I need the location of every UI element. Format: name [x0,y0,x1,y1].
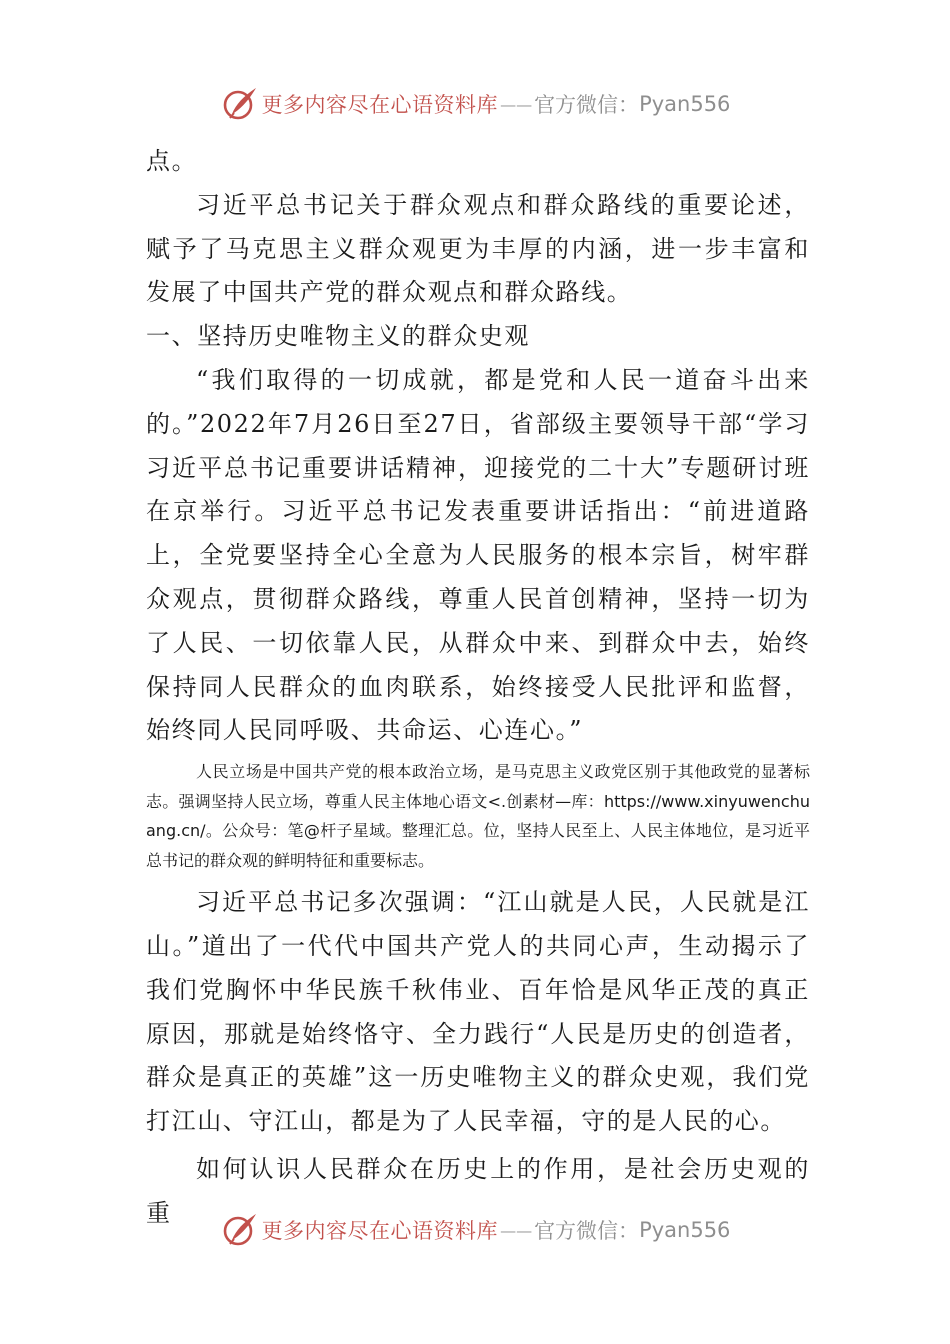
paragraph-quote: “我们取得的一切成就，都是党和人民一道奋斗出来的。”2022年7月26日至27日，省部级主要领导干部“学习习近平总书记重要讲话精神，迎接党的二十大”专题研讨班在京举行。习近平总书记发表重要讲话指出：“前进道路上，全党要坚持全心全意为人民服务的根本宗旨，树牢群众观点，贯彻群众路线，尊重人民首创精神，坚持一切为了人民、一切依靠人民，从群众中来、到群众中去，始终保持同人民群众的血肉联系，始终接受人民批评和监督，始终同人民同呼吸、共命运、心连心。” [146,365,810,745]
banner-text: 更多内容尽在心语资料库 [261,1219,499,1243]
paragraph-history-role: 如何认识人民群众在历史上的作用，是社会历史观的重 [146,1154,810,1227]
footer-banner [0,1208,950,1252]
quill-logo-icon [220,84,260,124]
banner-account: Pyan556 [639,92,731,116]
header-banner [0,82,950,126]
paragraph-small-note: 人民立场是中国共产党的根本政治立场，是马克思主义政党区别于其他政党的显著标志。强调坚持人民立场，尊重人民主体地心语文<.创素材—库：https://www.xinyuwenchuang.cn/。公众号：笔@杆子星域。整理汇总。位，坚持人民至上、人民主体地位，是习近平总书记的群众观的鲜明特征和重要标志。 [146,762,810,870]
banner-label: 官方微信： [534,1219,640,1243]
banner-separator: —— [500,94,533,114]
banner-separator: —— [500,1220,533,1240]
banner-label: 官方微信： [534,93,640,117]
paragraph-intro: 习近平总书记关于群众观点和群众路线的重要论述，赋予了马克思主义群众观更为丰厚的内涵，进一步丰富和发展了中国共产党的群众观点和群众路线。 [146,190,810,307]
paragraph-continuation: 点。 [146,147,198,175]
section-heading: 一、坚持历史唯物主义的群众史观 [146,322,530,351]
paragraph-jiangshan: 习近平总书记多次强调：“江山就是人民，人民就是江山。”道出了一代代中国共产党人的共同心声，生动揭示了我们党胸怀中华民族千秋伟业、百年恰是风华正茂的真正原因，那就是始终恪守、全力践行“人民是历史的创造者，群众是真正的英雄”这一历史唯物主义的群众史观，我们党打江山、守江山，都是为了人民幸福，守的是人民的心。 [146,888,810,1136]
document-body [146,140,810,1236]
banner-account: Pyan556 [639,1218,731,1242]
quill-logo-icon [220,1210,260,1250]
banner-text: 更多内容尽在心语资料库 [261,93,499,117]
